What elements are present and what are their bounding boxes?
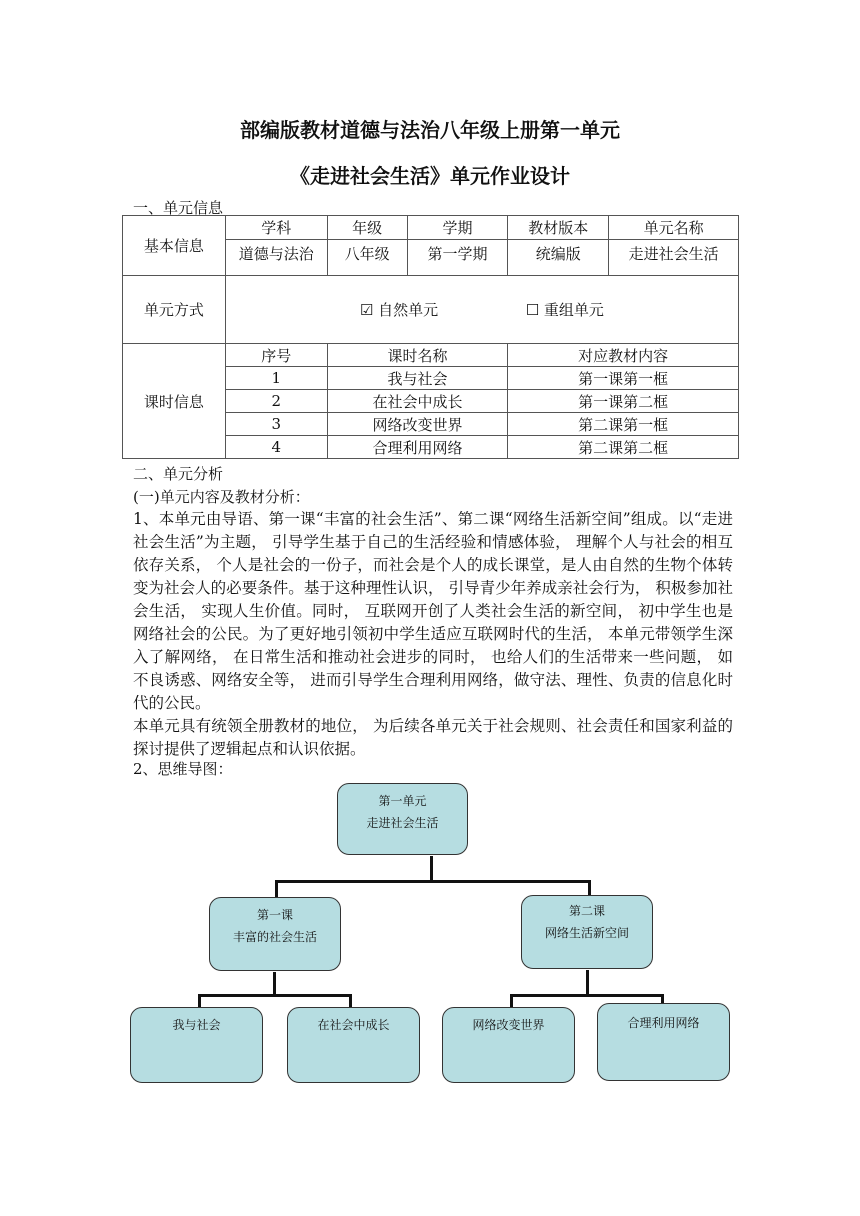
section-heading-unit-info: 一、单元信息 (133, 199, 224, 217)
connector-leaf3 (510, 994, 513, 1008)
leaf-label: 网络改变世界 (472, 1018, 545, 1032)
header-grade: 年级 (327, 216, 407, 240)
option-regrouped-unit: 重组单元 (543, 301, 604, 319)
lesson-content: 第一课第一框 (508, 367, 739, 390)
mindmap-lesson1-node (209, 897, 341, 971)
lesson-info-label: 课时信息 (123, 344, 226, 459)
lesson-name: 在社会中成长 (327, 390, 508, 413)
header-unit-name: 单元名称 (609, 216, 739, 240)
option-natural-unit: 自然单元 (378, 301, 439, 319)
mindmap-lesson2-node (521, 895, 653, 969)
lesson-name: 网络改变世界 (327, 413, 508, 436)
lesson-header-no: 序号 (225, 344, 327, 367)
mindmap-leaf-node (442, 1007, 575, 1083)
lesson-header-name: 课时名称 (327, 344, 508, 367)
lesson-content: 第一课第二框 (508, 390, 739, 413)
lesson-no: 3 (225, 413, 327, 436)
lesson-no: 4 (225, 436, 327, 459)
connector-root (430, 856, 433, 882)
lesson-header-content: 对应教材内容 (508, 344, 739, 367)
leaf-label: 合理利用网络 (627, 1016, 700, 1030)
lesson-no: 1 (225, 367, 327, 390)
lesson-content: 第二课第二框 (508, 436, 739, 459)
lesson2-line1: 第二课 (568, 904, 605, 918)
basic-info-label: 基本信息 (123, 216, 226, 276)
connector-lesson1-down (273, 972, 276, 996)
header-edition: 教材版本 (508, 216, 609, 240)
lesson-name: 合理利用网络 (327, 436, 508, 459)
value-term: 第一学期 (407, 240, 508, 276)
analysis-paragraph-1: 1、本单元由导语、第一课“丰富的社会生活”、第二课“网络生活新空间”组成。以“走进社会生活”为主题， 引导学生基于自己的生活经验和情感体验， 理解个人与社会的相互依存关系， 个人是社会的一份子，而社会是个人的成长课堂，是人由自然的生物个体转变为社会人的必要条件。基于这种理性认识， 引导青少年养成亲社会行为， 积极参加社会生活， 实现人生价值。同时， 互联网开创了人类社会生活的新空间， 初中学生也是网络社会的公民。为了更好地引领初中学生适应互联网时代的生活， 本单元带领学生深入了解网络， 在日常生活和推动社会进步的同时， 也给人们的生活带来一些问题， 如不良诱惑、网络安全等， 进而引导学生合理利用网络，做守法、理性、负责的信息化时代的公民。 (133, 510, 733, 712)
header-term: 学期 (407, 216, 508, 240)
value-edition: 统编版 (508, 240, 609, 276)
unit-mode-options (225, 276, 738, 344)
lesson-name: 我与社会 (327, 367, 508, 390)
connector-leaf2 (349, 994, 352, 1008)
mindmap-root-node (337, 783, 468, 855)
value-subject: 道德与法治 (225, 240, 327, 276)
leaf-label: 我与社会 (172, 1018, 221, 1032)
subsection-heading-content-analysis: (一)单元内容及教材分析： (133, 488, 310, 506)
connector-lesson2-bar (510, 994, 664, 997)
connector-level1-bar (275, 880, 591, 883)
analysis-paragraph-2: 本单元具有统领全册教材的地位， 为后续各单元关于社会规则、社会责任和国家利益的探讨提供了逻辑起点和认识依据。 (133, 717, 733, 758)
mindmap-leaf-node (130, 1007, 263, 1083)
lesson1-line2: 丰富的社会生活 (232, 930, 317, 944)
value-grade: 八年级 (327, 240, 407, 276)
mindmap-heading: 2、思维导图： (133, 760, 233, 778)
mindmap-leaf-node (287, 1007, 420, 1083)
unit-info-table (122, 215, 739, 459)
section-heading-unit-analysis: 二、单元分析 (133, 465, 224, 483)
document-subtitle: 《走进社会生活》单元作业设计 (290, 164, 570, 188)
root-line2: 走进社会生活 (366, 816, 439, 830)
lesson-no: 2 (225, 390, 327, 413)
connector-lesson1 (275, 880, 278, 898)
connector-lesson1-bar (198, 994, 352, 997)
leaf-label: 在社会中成长 (317, 1018, 390, 1032)
document-title: 部编版教材道德与法治八年级上册第一单元 (240, 118, 620, 142)
checked-box-icon: ☑ (359, 301, 374, 319)
unit-mode-label: 单元方式 (123, 276, 226, 344)
header-subject: 学科 (225, 216, 327, 240)
connector-leaf1 (198, 994, 201, 1008)
lesson2-line2: 网络生活新空间 (544, 926, 629, 940)
mindmap-leaf-node (597, 1003, 730, 1081)
lesson1-line1: 第一课 (256, 908, 293, 922)
lesson-content: 第二课第一框 (508, 413, 739, 436)
connector-lesson2-down (586, 970, 589, 996)
root-line1: 第一单元 (378, 794, 427, 808)
value-unit-name: 走进社会生活 (609, 240, 739, 276)
unchecked-box-icon: ☐ (525, 301, 540, 319)
